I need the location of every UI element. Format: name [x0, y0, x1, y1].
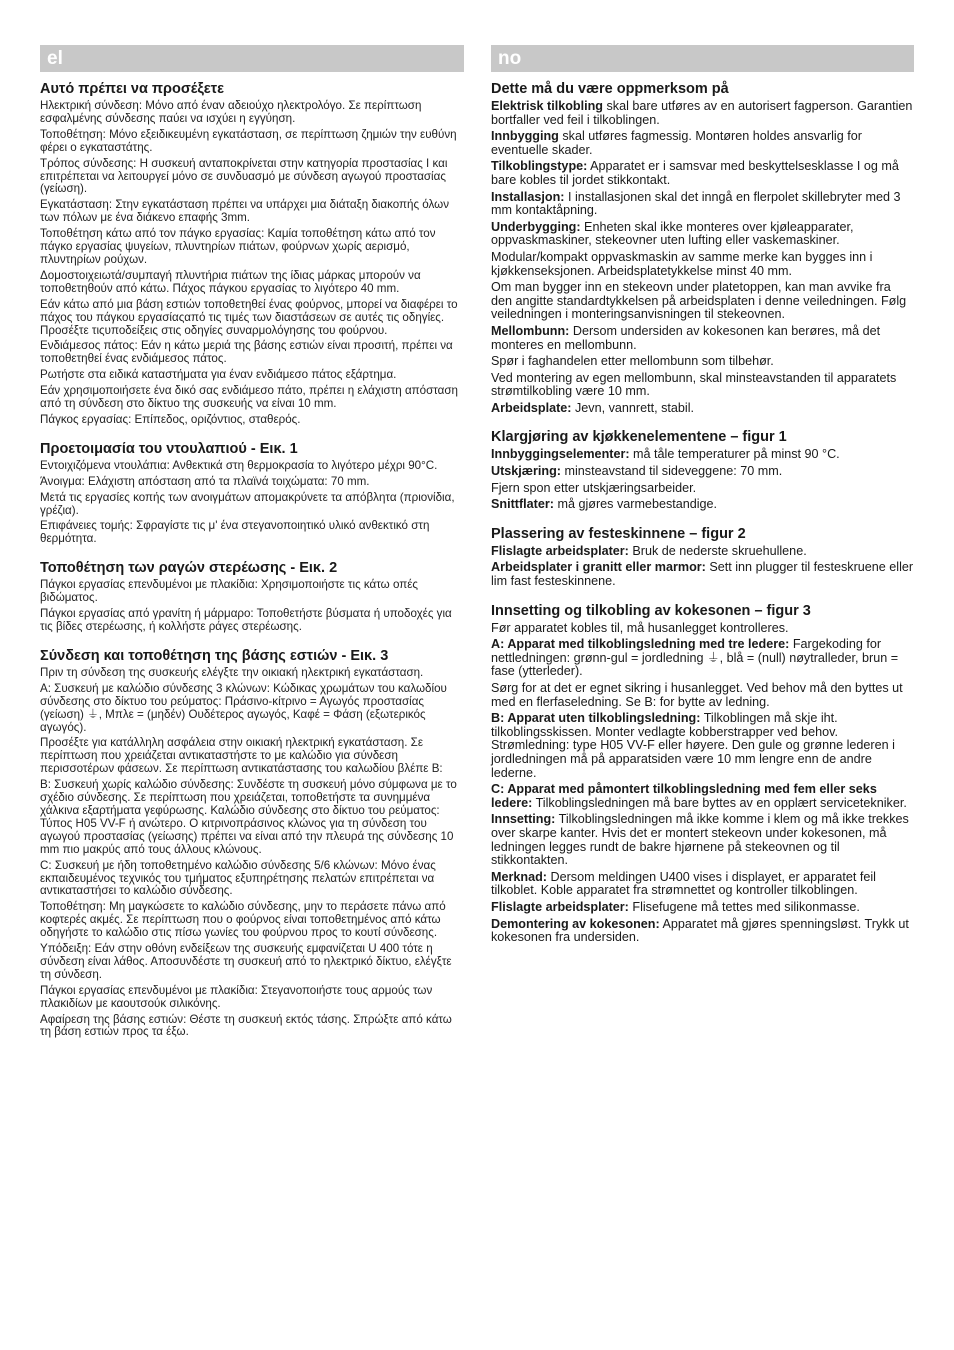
paragraph-label: Demontering av kokesonen: [491, 916, 660, 931]
paragraph [491, 712, 914, 780]
paragraph-label: Installasjon: [491, 189, 565, 204]
paragraph-text: Spør i faghandelen etter mellombunn som tilbehør. [491, 354, 774, 369]
paragraph-label: A: Apparat med tilkoblingsledning med tre ledere: [491, 637, 790, 652]
paragraph-text: Dersom meldingen U400 vises i displayet, er apparatet feil tilkoblet. Koble apparatet fra strømnettet og kontroller tilkoblingen. [491, 869, 876, 898]
section-heading: Προετοιμασία του ντουλαπιού - Εικ. 1 [40, 440, 298, 457]
paragraph: A: Συσκευή με καλώδιο σύνδεσης 3 κλώνων: Κώδικας χρωμάτων του καλωδίου σύνδεσης στο δίκτυο του ρεύματος: Πράσινο-κίτρινο = Αγωγός προστασίας (γείωση) ⏚, Μπλε = (μηδέν) Ουδέτερος αγωγός, Καφέ = Φάση (εξωτερικός αγωγός). [40, 681, 447, 734]
paragraph-label: Utskjæring: [491, 464, 561, 479]
language-header-el: el [40, 45, 464, 72]
section-heading: Klargjøring av kjøkkenelementene – figur 1 [491, 429, 787, 446]
paragraph [491, 325, 914, 352]
paragraph-text: Enheten skal ikke monteres over kjøleapparater, oppvaskmaskiner, stekeovner uten lufting eller vaskemaskiner. [491, 219, 854, 248]
paragraph-label: B: Apparat uten tilkoblingsledning: [491, 711, 701, 726]
paragraph [491, 813, 914, 867]
paragraph: Προσέξτε για κατάλληλη ασφάλεια στην οικιακή ηλεκτρική εγκατάσταση. Σε περίπτωση που χρειάζεται αντικαταστήστε το με καλώδιο για σύνδεση περισσοτέρων φάσεων. Σε περίπτωση αντικατάστασης του καλωδίου βλέπε B: [40, 736, 443, 776]
paragraph-text: Tilkoblingen må skje iht. tilkoblingsskissen. Monter vedlagte kobberstrapper ved behov. Strømledning: type H05 VV-F eller høyere. Den gule og grønne lederen i jordledningen må på apparatsiden være 10 mm lengre enn de andre lederne. [491, 711, 895, 780]
paragraph: Άνοιγμα: Ελάχιστη απόσταση από τα πλαϊνά τοιχώματα: 70 mm. [40, 474, 370, 488]
paragraph-label: Innbygging [491, 129, 559, 144]
paragraph-label: C: Apparat med påmontert tilkoblingsledning med fem eller seks ledere: [491, 782, 877, 810]
paragraph-text: skal bare utføres av en autorisert fagperson. Garantien bortfaller ved feil i tilkoblingen. [491, 99, 913, 127]
paragraph-label: Flislagte arbeidsplater: [491, 543, 629, 558]
section-heading: Τοποθέτηση των ραγών στερέωσης - Εικ. 2 [40, 560, 338, 577]
paragraph: Δομοστοιχειωτά/συμπαγή πλυντήρια πιάτων της ίδιας μάρκας μπορούν να τοποθετηθούν από κάτω. Πάχος πάγκου εργασίας το λιγότερο 40 mm. [40, 268, 421, 295]
paragraph [491, 281, 914, 322]
paragraph-label: Underbygging: [491, 219, 581, 234]
paragraph: Εγκατάσταση: Στην εγκατάσταση πρέπει να υπάρχει μια διάταξη διακοπής όλων των πόλων με ένα διάκενο επαφής 3mm. [40, 198, 450, 225]
paragraph-text: Sørg for at det er egnet sikring i husanlegget. Ved behov må den byttes ut med en flerfaseledning. Se B: for bytte av ledning. [491, 681, 903, 709]
paragraph: Εντοιχιζόμενα ντουλάπια: Ανθεκτικά στη θερμοκρασία το λιγότερο μέχρι 90°C. [40, 458, 438, 472]
el-section [40, 81, 464, 427]
section-heading: Dette må du være oppmerksom på [491, 81, 729, 97]
paragraph-text: Bruk de nederste skruehullene. [628, 543, 807, 558]
paragraph [491, 482, 914, 496]
paragraph [491, 918, 914, 945]
paragraph [491, 191, 914, 218]
paragraph: Επιφάνειες τομής: Σφραγίστε τις μ' ένα στεγανοποιητικό υλικό ανθεκτικό στη θερμότητα. [40, 519, 430, 546]
paragraph-label: Innsetting: [491, 812, 556, 827]
norwegian-column [491, 45, 914, 948]
paragraph: Πριν τη σύνδεση της συσκευής ελέγξτε την οικιακή ηλεκτρική εγκατάσταση. [40, 665, 424, 679]
paragraph-text: Jevn, vannrett, stabil. [571, 400, 694, 415]
paragraph-text: Fargekoding for nettledningen: grønn-gul = jordledning ⏚, blå = (null) nøytralleder, brun = fase (ytterleder). [491, 637, 899, 679]
paragraph [491, 448, 914, 462]
paragraph: Τοποθέτηση κάτω από τον πάγκο εργασίας: Καμία τοποθέτηση κάτω από τον πάγκο εργασίας ψυγείων, πλυντηρίων πιάτων, φούρνων χωρίς αερισμό, πλυντηρίων ρούχων. [40, 227, 436, 266]
paragraph [491, 638, 914, 679]
paragraph: Ενδιάμεσος πάτος: Εάν η κάτω μεριά της βάσης εστιών είναι προσιτή, πρέπει να τοποθετηθεί ένας ενδιάμεσος πάτος. [40, 339, 453, 366]
paragraph [491, 498, 914, 512]
paragraph [491, 251, 914, 278]
language-header-no: no [491, 45, 914, 72]
el-section [40, 648, 464, 1039]
section-heading: Plassering av festeskinnene – figur 2 [491, 525, 746, 542]
paragraph [491, 901, 914, 915]
paragraph: C: Συσκευή με ήδη τοποθετημένο καλώδιο σύνδεσης 5/6 κλώνων: Μόνο ένας εκπαιδευμένος τεχνικός του τμήματος εξυπηρέτησης πελατών επιτρέπεται να αντικαταστήσει το καλώδιο σύνδεσης. [40, 858, 436, 898]
paragraph: B: Συσκευή χωρίς καλώδιο σύνδεσης: Συνδέστε τη συσκευή μόνο σύμφωνα με το σχέδιο σύνδεσης. Σε περίπτωση που χρειάζεται, τοποθετήστε τα συνημμένα χάλκινα εξαρτήματα γεφύρωσης. Καλώδιο σύνδεσης στο δίκτυο του ρεύματος: Τύπος H05 VV-F ή ανώτερο. Ο κιτρινοπράσινος κλώνος για τη σύνδεση του αγωγού προστασίας (γείωσης) πρέπει να είναι από την πλευρά της σύνδεσης 10 mm πιο μακρύς από τους άλλους κλώνους. [40, 778, 457, 856]
paragraph-label: Arbeidsplate: [491, 400, 572, 415]
paragraph [491, 372, 914, 399]
no-section [491, 429, 914, 511]
paragraph-text: skal utføres fagmessig. Montøren holdes ansvarlig for eventuelle skader. [491, 129, 862, 157]
paragraph-text: Om man bygger inn en stekeovn under platetoppen, kan man avvike fra den angitte standardtykkelsen på arbeidsplaten i denne veiledningen. Følg veiledningen i monteringsanvisningen til stekeovnen. [491, 280, 907, 322]
paragraph [491, 465, 914, 479]
paragraph [491, 783, 914, 810]
paragraph: Πάγκοι εργασίας επενδυμένοι με πλακίδια: Χρησιμοποιήστε τις κάτω οπές βιδώματος. [40, 578, 418, 605]
paragraph-label: Elektrisk tilkobling [491, 99, 603, 113]
section-heading: Innsetting og tilkobling av kokesonen – figur 3 [491, 602, 811, 619]
no-section [491, 603, 914, 945]
paragraph [491, 561, 914, 588]
paragraph: Εάν κάτω από μια βάση εστιών τοποθετηθεί ένας φούρνος, μπορεί να διαφέρει το πάχος του πάγκου εργασίαςαπό τις τιμές των διαστάσεων σε αυτές τις οδηγίες. Προσέξτε τιςυποδείξεις στις οδηγίες συναρμολόγησης του φούρνου. [40, 297, 458, 337]
paragraph-text: Dersom undersiden av kokesonen kan berøres, må det monteres en mellombunn. [491, 323, 881, 352]
paragraph: Πάγκοι εργασίας από γρανίτη ή μάρμαρο: Τοποθετήστε βύσματα ή υποδοχές για τις βίδες στερέωσης, ή κολλήστε ράγες στερέωσης. [40, 607, 452, 633]
paragraph [491, 160, 914, 187]
paragraph: Πάγκος εργασίας: Επίπεδος, οριζόντιος, σταθερός. [40, 412, 301, 426]
paragraph-text: må tåle temperaturer på minst 90 °C. [629, 447, 840, 462]
el-section [40, 441, 464, 546]
paragraph-text: Apparatet må gjøres spenningsløst. Trykk ut kokesonen fra undersiden. [491, 916, 909, 945]
section-heading: Αυτό πρέπει να προσέξετε [40, 81, 225, 97]
paragraph-text: Fjern spon etter utskjæringsarbeider. [491, 480, 697, 495]
paragraph-text: Før apparatet kobles til, må husanlegget kontrolleres. [491, 620, 789, 635]
paragraph-label: Mellombunn: [491, 323, 570, 338]
paragraph: Αφαίρεση της βάσης εστιών: Θέστε τη συσκευή εκτός τάσης. Σπρώξτε από κάτω τη βάση εστιών προς τα έξω. [40, 1012, 452, 1039]
paragraph-text: minsteavstand til sideveggene: 70 mm. [560, 464, 783, 479]
paragraph-label: Innbyggingselementer: [491, 447, 630, 462]
paragraph-label: Arbeidsplater i granitt eller marmor: [491, 560, 706, 575]
paragraph: Ρωτήστε στα ειδικά καταστήματα για έναν ενδιάμεσο πάτος εξάρτημα. [40, 368, 397, 382]
paragraph-text: må gjøres varmebestandige. [553, 497, 718, 512]
paragraph [491, 545, 914, 559]
paragraph [491, 100, 914, 127]
paragraph: Τρόπος σύνδεσης: Η συσκευή ανταποκρίνεται στην κατηγορία προστασίας I και επιτρέπεται να λειτουργεί μόνο σε συνδυασμό με σύνδεση αγωγού προστασίας (γείωση). [40, 156, 448, 196]
paragraph: Υπόδειξη: Εάν στην οθόνη ενδείξεων της συσκευής εμφανίζεται U 400 τότε η σύνδεση είναι λάθος. Αποσυνδέστε τη συσκευή από το ηλεκτρικό δίκτυο, ελέγξτε τη σύνδεση. [40, 942, 452, 981]
paragraph: Πάγκοι εργασίας επενδυμένοι με πλακίδια: Στεγανοποιήστε τους αρμούς των πλακιδίων με καουτσούκ σιλικόνης. [40, 983, 433, 1010]
paragraph: Τοποθέτηση: Μη μαγκώσετε το καλώδιο σύνδεσης, μην το περάσετε πάνω από κοφτερές ακμές. Σε περίπτωση που ο φούρνος είναι τοποθετημένος από κάτω οδηγήστε το καλώδιο στις πίσω γωνίες του φούρνου προς το κουτί σύνδεσης. [40, 900, 446, 940]
no-sections [491, 81, 914, 945]
el-section [40, 560, 464, 634]
paragraph: Ηλεκτρική σύνδεση: Μόνο από έναν αδειούχο ηλεκτρολόγο. Σε περίπτωση εσφαλμένης σύνδεσης παύει να ισχύει η εγγύηση. [40, 99, 422, 125]
paragraph: Εάν χρησιμοποιήσετε ένα δικό σας ενδιάμεσο πάτο, πρέπει η ελάχιστη απόσταση από τη σύνδεση στο δίκτυο της συσκευής να είναι 10 mm. [40, 384, 458, 411]
greek-column [40, 45, 464, 1042]
paragraph-text: Ved montering av egen mellombunn, skal minsteavstanden til apparatets strømtilkobling være 10 mm. [491, 370, 897, 399]
paragraph-text: Sett inn plugger til festeskruene eller lim fast festeskinnene. [491, 560, 914, 589]
paragraph: Τοποθέτηση: Μόνο εξειδικευμένη εγκατάσταση, σε περίπτωση ζημιών την ευθύνη φέρει ο εγκαταστάτης. [40, 127, 457, 154]
section-heading: Σύνδεση και τοποθέτηση της βάσης εστιών - Εικ. 3 [40, 647, 389, 664]
paragraph-text: Modular/kompakt oppvaskmaskin av samme merke kan bygges inn i kjøkkenseksjonen. Arbeidsplatetykkelse minst 40 mm. [491, 249, 873, 278]
no-section [491, 526, 914, 589]
paragraph-label: Merknad: [491, 869, 547, 884]
paragraph-label: Tilkoblingstype: [491, 159, 588, 174]
paragraph-text: Tilkoblingsledningen må bare byttes av en opplært servicetekniker. [532, 795, 907, 810]
no-section [491, 81, 914, 415]
paragraph [491, 221, 914, 248]
paragraph [491, 682, 914, 709]
paragraph-text: Apparatet er i samsvar med beskyttelsesklasse I og må bare kobles til jordet stikkontakt. [491, 159, 899, 187]
paragraph [491, 622, 914, 636]
paragraph-text: Flisefugene må tettes med silikonmasse. [628, 899, 860, 914]
paragraph [491, 130, 914, 157]
paragraph: Μετά τις εργασίες κοπής των ανοιγμάτων απομακρύνετε τα απόβλητα (πριονίδια, γρέζια). [40, 490, 455, 517]
paragraph-label: Flislagte arbeidsplater: [491, 899, 629, 914]
paragraph-text: Tilkoblingsledningen må ikke komme i klem og må ikke trekkes over skarpe kanter. Hvis det er montert stekeovn under kokesonen, må ledningen legges rundt de bakre hjørnene på stekeovnen og til stikkontakten. [491, 812, 909, 868]
el-sections [40, 81, 464, 1039]
paragraph-text: I installasjonen skal det inngå en flerpolet skillebryter med 3 mm kontaktåpning. [491, 189, 901, 218]
paragraph-label: Snittflater: [491, 497, 554, 512]
paragraph [491, 402, 914, 416]
paragraph [491, 871, 914, 898]
paragraph [491, 355, 914, 369]
